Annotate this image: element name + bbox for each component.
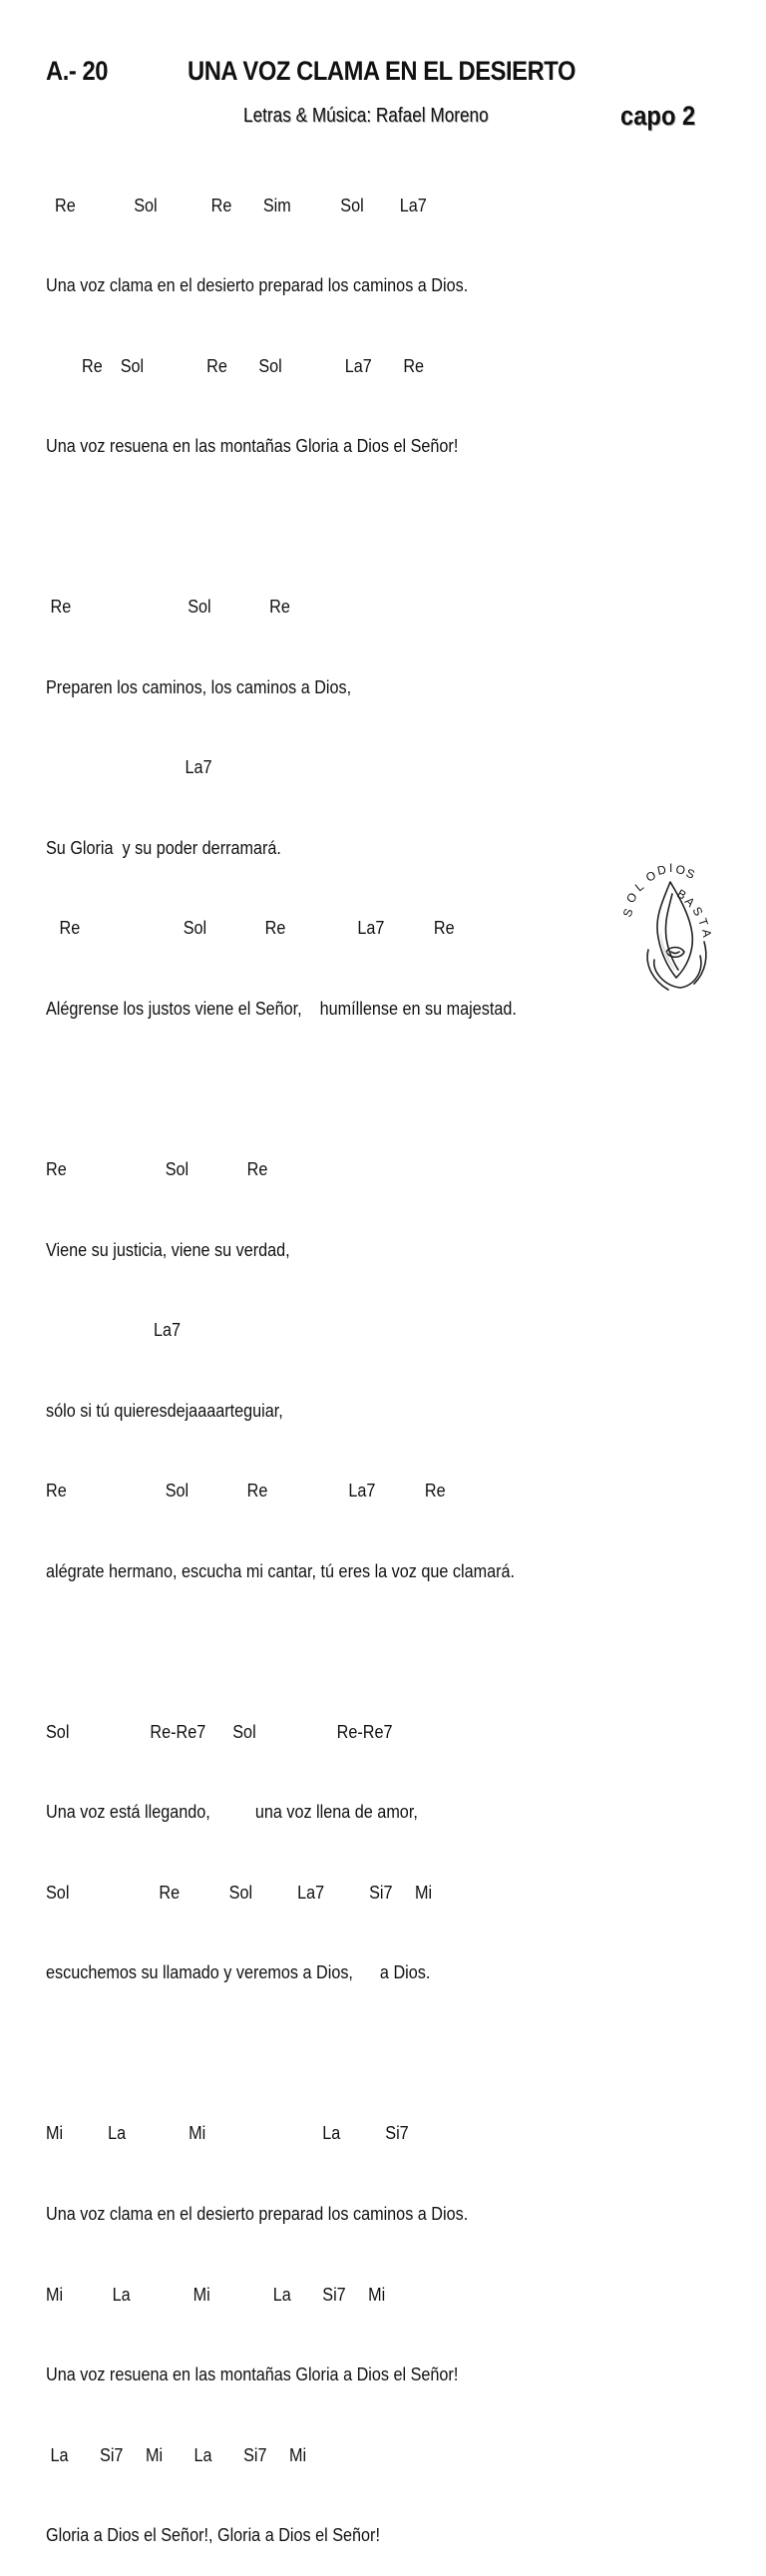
lyric-line: alégrate hermano, escucha mi cantar, tú eres la voz que clamará. xyxy=(46,1560,516,1581)
lyric-line: Una voz resuena en las montañas Gloria a Dios el Señor! xyxy=(46,436,459,457)
svg-text:O: O xyxy=(674,862,687,878)
song-number: A.- 20 xyxy=(46,56,109,86)
chord-line: Sol Re Sol La7 Si7 Mi xyxy=(46,1882,433,1903)
svg-text:L: L xyxy=(631,879,647,895)
chord-line: Re Sol Re Sol La7 Re xyxy=(46,355,425,376)
lyric-line: Preparen los caminos, los caminos a Dios, xyxy=(46,676,352,697)
svg-text:S: S xyxy=(683,865,697,882)
lyric-line: Gloria a Dios el Señor!, Gloria a Dios el Señor! xyxy=(46,2525,380,2546)
song-title: UNA VOZ CLAMA EN EL DESIERTO xyxy=(188,56,576,86)
blank-line xyxy=(46,2040,517,2067)
lyric-line: Una voz resuena en las montañas Gloria a Dios el Señor! xyxy=(46,2364,459,2385)
svg-text:S: S xyxy=(619,906,636,920)
song-body xyxy=(46,139,517,2576)
chord-line: La7 xyxy=(46,757,212,778)
chord-line: Re Sol Re xyxy=(46,1159,268,1180)
svg-text:O: O xyxy=(622,890,640,906)
lyric-line: Viene su justicia, viene su verdad, xyxy=(46,1239,290,1260)
svg-text:T: T xyxy=(695,916,711,928)
chord-line: Re Sol Re La7 Re xyxy=(46,918,455,939)
chord-line: Re Sol Re Sim Sol La7 xyxy=(46,195,427,215)
svg-text:S: S xyxy=(689,904,706,919)
lyric-line: sólo si tú quieresdejaaaarteguiar, xyxy=(46,1400,283,1421)
lyric-line: Una voz clama en el desierto preparad los caminos a Dios. xyxy=(46,2203,469,2224)
lyric-line: escuchemos su llamado y veremos a Dios, a Dios. xyxy=(46,1962,431,1983)
lyric-line: Alégrense los justos viene el Señor, humíllense en su majestad. xyxy=(46,999,517,1019)
blank-line xyxy=(46,514,517,541)
solo-dios-basta-logo xyxy=(619,860,718,994)
lyric-line: Su Gloria y su poder derramará. xyxy=(46,837,281,858)
chord-line: La Si7 Mi La Si7 Mi xyxy=(46,2444,307,2465)
blank-line xyxy=(46,1076,517,1103)
svg-text:B: B xyxy=(674,886,689,903)
blank-line xyxy=(46,1638,517,1665)
svg-text:D: D xyxy=(655,862,668,878)
capo-label: capo 2 xyxy=(620,101,696,131)
svg-text:O: O xyxy=(643,868,658,885)
chord-line: La7 xyxy=(46,1320,182,1341)
svg-text:A: A xyxy=(681,894,698,910)
chord-line: Mi La Mi La Si7 xyxy=(46,2123,409,2144)
svg-text:I: I xyxy=(669,861,673,875)
lyric-line: Una voz está llegando, una voz llena de amor, xyxy=(46,1802,418,1823)
chord-line: Re Sol Re xyxy=(46,597,290,618)
lyric-line: Una voz clama en el desierto preparad los caminos a Dios. xyxy=(46,275,469,296)
chord-line: Sol Re-Re7 Sol Re-Re7 xyxy=(46,1721,393,1742)
song-credits: Letras & Música: Rafael Moreno xyxy=(243,105,489,127)
svg-text:A: A xyxy=(699,928,715,939)
chord-line: Mi La Mi La Si7 Mi xyxy=(46,2284,386,2305)
chord-line: Re Sol Re La7 Re xyxy=(46,1481,446,1502)
